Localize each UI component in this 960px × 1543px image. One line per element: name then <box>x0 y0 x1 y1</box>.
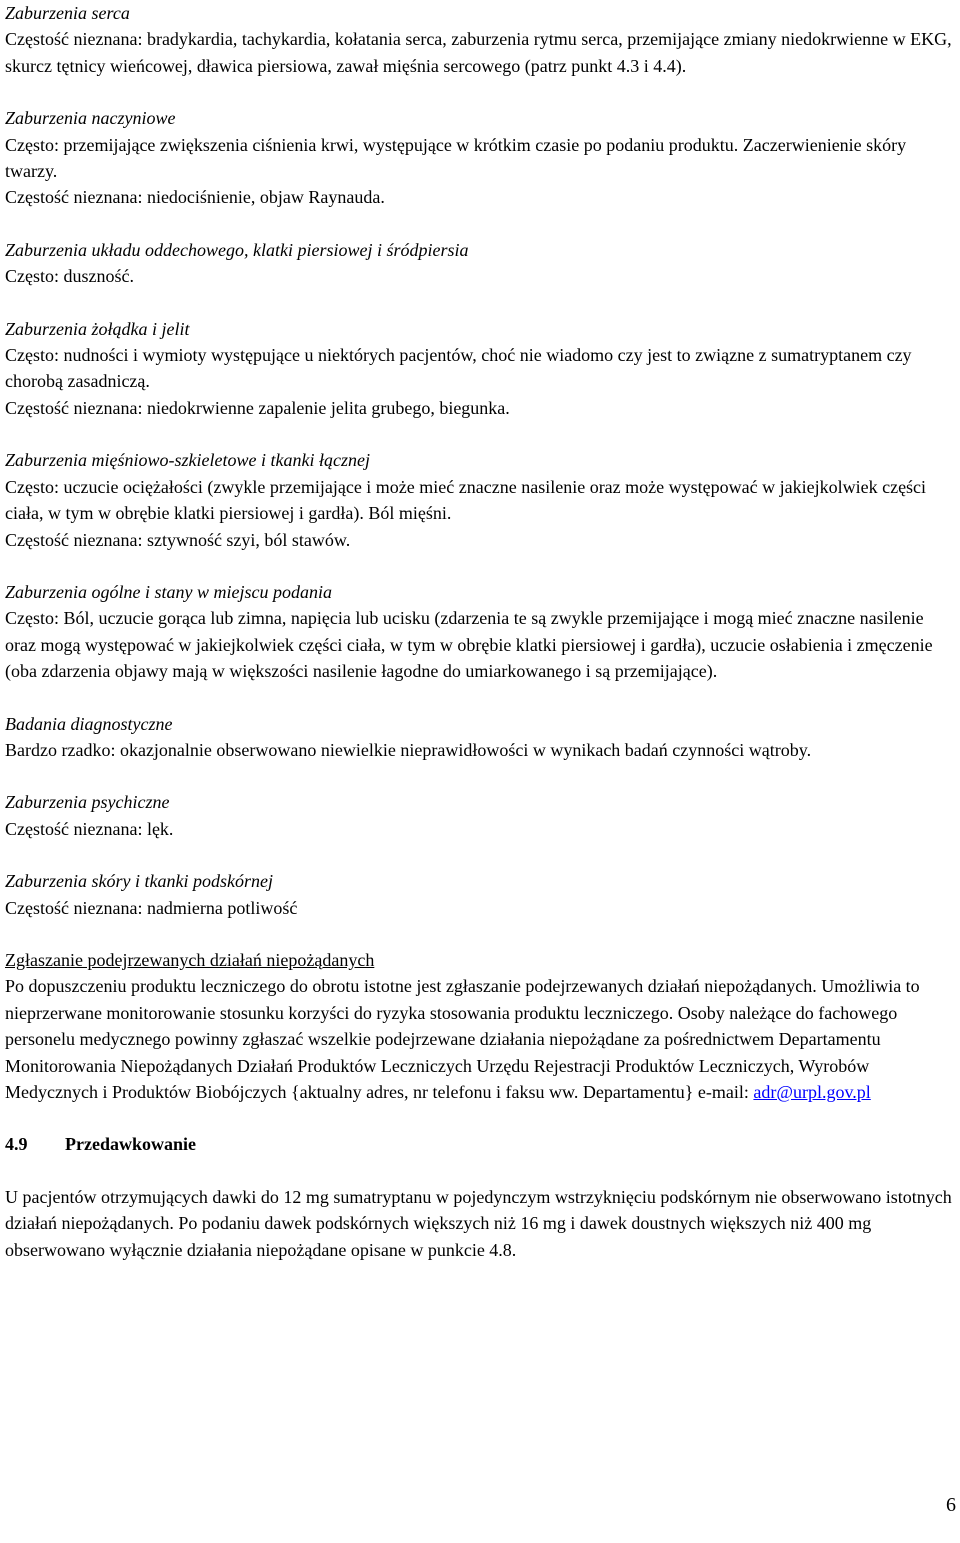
section-overdose <box>5 1184 957 1263</box>
section-heading: Zaburzenia serca <box>5 3 130 23</box>
section-general <box>5 579 957 685</box>
section-text: Często: przemijające zwiększenia ciśnienia krwi, występujące w krótkim czasie po podaniu produktu. Zaczerwienienie skóry twarzy. <box>5 134 907 182</box>
section-vascular <box>5 105 957 211</box>
section-number: 4.9 <box>5 1134 28 1155</box>
section-heading: Zaburzenia układu oddechowego, klatki piersiowej i śródpiersia <box>5 239 469 260</box>
section-title: Przedawkowanie <box>65 1134 196 1155</box>
section-text: Często: uczucie ociężałości (zwykle przemijające i może mieć znaczne nasilenie oraz może występować w jakiejkolwiek części ciała, w tym w obrębie klatki piersiowej i gardła). Ból mięśni. <box>5 476 927 524</box>
page-number: 6 <box>946 1494 956 1516</box>
section-text: Częstość nieznana: niedociśnienie, objaw Raynauda. <box>5 187 385 208</box>
section-respiratory <box>5 237 957 290</box>
section-gastrointestinal <box>5 316 957 422</box>
section-heading: Zaburzenia żołądka i jelit <box>5 318 190 339</box>
overdose-text: U pacjentów otrzymujących dawki do 12 mg sumatryptanu w pojedynczym wstrzyknięciu podskórnym nie obserwowano istotnych działań niepożądanych. Po podaniu dawek podskórnych większych niż 16 mg i dawek doustnych większych niż 400 mg obserwowano wyłącznie działania niepożądane opisane w punkcie 4.8. <box>5 1186 952 1260</box>
overdose-heading <box>5 1131 957 1157</box>
section-musculoskeletal <box>5 447 957 553</box>
section-psychiatric <box>5 789 957 842</box>
section-text: Częstość nieznana: sztywność szyi, ból stawów. <box>5 529 351 550</box>
document-page <box>5 0 957 1289</box>
section-skin <box>5 868 957 921</box>
section-text: Bardzo rzadko: okazjonalnie obserwowano niewielkie nieprawidłowości w wynikach badań czynności wątroby. <box>5 739 812 760</box>
section-text: Częstość nieznana: niedokrwienne zapalenie jelita grubego, biegunka. <box>5 397 510 418</box>
section-text: Często: duszność. <box>5 266 134 287</box>
email-link[interactable]: adr@urpl.gov.pl <box>753 1082 871 1102</box>
section-heading: Zaburzenia mięśniowo-szkieletowe i tkanki łącznej <box>5 450 370 471</box>
section-text: Często: Ból, uczucie gorąca lub zimna, napięcia lub ucisku (zdarzenia te są zwykle przemijające i mogą mieć znaczne nasilenie oraz mogą występować w jakiejkolwiek części ciała, w tym w obrębie klatki piersiowej i gardła), uczucie osłabienia i zmęczenie (oba zdarzenia objawy mają w większości nasilenie łagodne do umiarkowanego i są przemijające). <box>5 608 933 682</box>
section-heading: Zaburzenia psychiczne <box>5 792 170 813</box>
section-cardiac <box>5 0 957 79</box>
section-text: Częstość nieznana: bradykardia, tachykardia, kołatania serca, zaburzenia rytmu serca, przemijające zmiany niedokrwienne w EKG, skurcz tętnicy wieńcowej, dławica piersiowa, zawał mięśnia sercowego (patrz punkt 4.3 i 4.4). <box>5 29 952 76</box>
reporting-text <box>5 973 957 1105</box>
section-reporting <box>5 947 957 1105</box>
section-heading: Badania diagnostyczne <box>5 713 173 734</box>
section-heading: Zaburzenia ogólne i stany w miejscu podania <box>5 581 332 602</box>
section-text: Często: nudności i wymioty występujące u niektórych pacjentów, choć nie wiadomo czy jest to związne z sumatryptanem czy chorobą zasadniczą. <box>5 345 912 392</box>
section-text: Częstość nieznana: lęk. <box>5 818 174 839</box>
section-text: Częstość nieznana: nadmierna potliwość <box>5 897 298 918</box>
reporting-body: Po dopuszczeniu produktu leczniczego do obrotu istotne jest zgłaszanie podejrzewanych działań niepożądanych. Umożliwia to nieprzerwane monitorowanie stosunku korzyści do ryzyka stosowania produktu leczniczego. Osoby należące do fachowego personelu medycznego powinny zgłaszać wszelkie podejrzewane działania niepożądane za pośrednictwem Departamentu Monitorowania Niepożądanych Działań Produktów Leczniczych Urzędu Rejestracji Produktów Leczniczych, Wyrobów Medycznych i Produktów Biobójczych {aktualny adres, nr telefonu i faksu ww. Departamentu} e-mail: <box>5 976 920 1102</box>
reporting-title: Zgłaszanie podejrzewanych działań niepożądanych <box>5 949 375 970</box>
section-heading: Zaburzenia naczyniowe <box>5 108 176 129</box>
section-heading: Zaburzenia skóry i tkanki podskórnej <box>5 871 273 892</box>
section-investigations <box>5 711 957 764</box>
